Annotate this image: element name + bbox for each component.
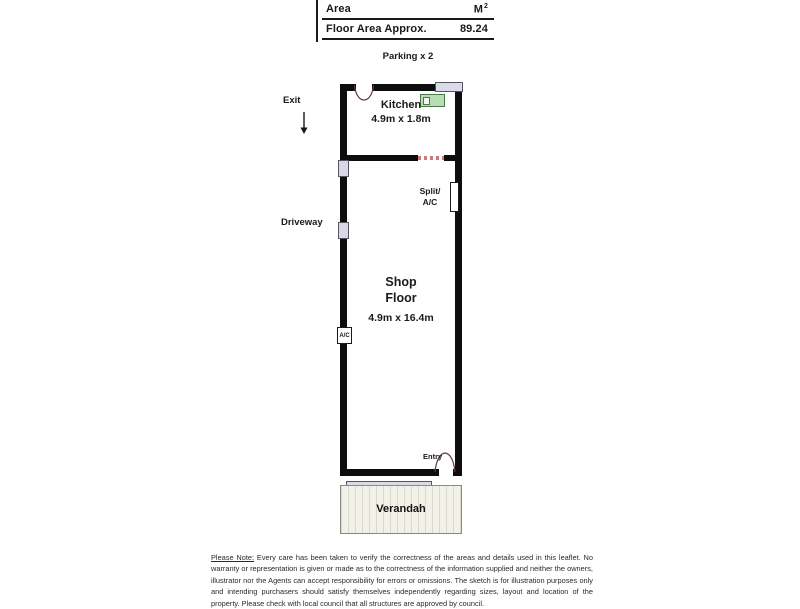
kitchen-divider-wall-left xyxy=(340,155,418,161)
split-ac-label-line2: A/C xyxy=(422,196,438,207)
split-ac-label-line1: Split/ xyxy=(419,186,441,196)
kitchen-dimensions: 4.9m x 1.8m xyxy=(371,112,431,125)
shop-floor-name-line2: Floor xyxy=(385,290,417,305)
entry-label: Entry xyxy=(423,452,443,461)
kitchen-room-label xyxy=(347,99,455,126)
split-ac-label xyxy=(412,186,448,207)
split-ac-unit-icon xyxy=(450,182,459,212)
disclaimer-lead: Please Note: xyxy=(211,553,255,562)
window-kitchen-top xyxy=(435,82,463,92)
shop-floor-name-line1: Shop xyxy=(385,275,417,289)
area-unit-text: M xyxy=(473,3,483,16)
area-unit-superscript: 2 xyxy=(484,2,488,10)
kitchen-divider-wall-right xyxy=(444,155,462,161)
kitchen-divider-opening xyxy=(418,156,444,160)
shop-floor-room-label xyxy=(347,275,455,306)
disclaimer-body: Every care has been taken to verify the correctness of the areas and details used in this leaflet. No warranty or representation is given or made as to the correctness of the information supplied and neither the owners, illustrator nor the Agents can accept responsibility for errors or omissions. The sketch is for illustration purposes only and intending purchasers should satisfy themselves independently regarding sizes, layout and location of the property. Please check with local council that all structures are approved by council. xyxy=(211,553,593,608)
exit-arrow-icon xyxy=(297,112,311,134)
floor-area-label: Floor Area Approx. xyxy=(326,23,427,35)
shop-floor-dimensions: 4.9m x 16.4m xyxy=(368,312,434,324)
ac-unit-box: A/C xyxy=(337,327,352,344)
driveway-label: Driveway xyxy=(281,217,323,228)
exit-label: Exit xyxy=(283,95,301,106)
window-left-lower xyxy=(338,222,349,239)
exterior-wall-bottom-left-segment xyxy=(340,469,439,476)
exterior-wall-left xyxy=(340,84,347,476)
parking-note: Parking x 2 xyxy=(382,51,434,62)
floor-area-value: 89.24 xyxy=(459,23,488,35)
disclaimer-text xyxy=(211,552,593,609)
verandah-label: Verandah xyxy=(376,503,426,515)
kitchen-name: Kitchen xyxy=(380,99,422,111)
area-table-header-label: Area xyxy=(326,3,351,15)
window-left-upper xyxy=(338,160,349,177)
exterior-wall-right xyxy=(455,84,462,476)
